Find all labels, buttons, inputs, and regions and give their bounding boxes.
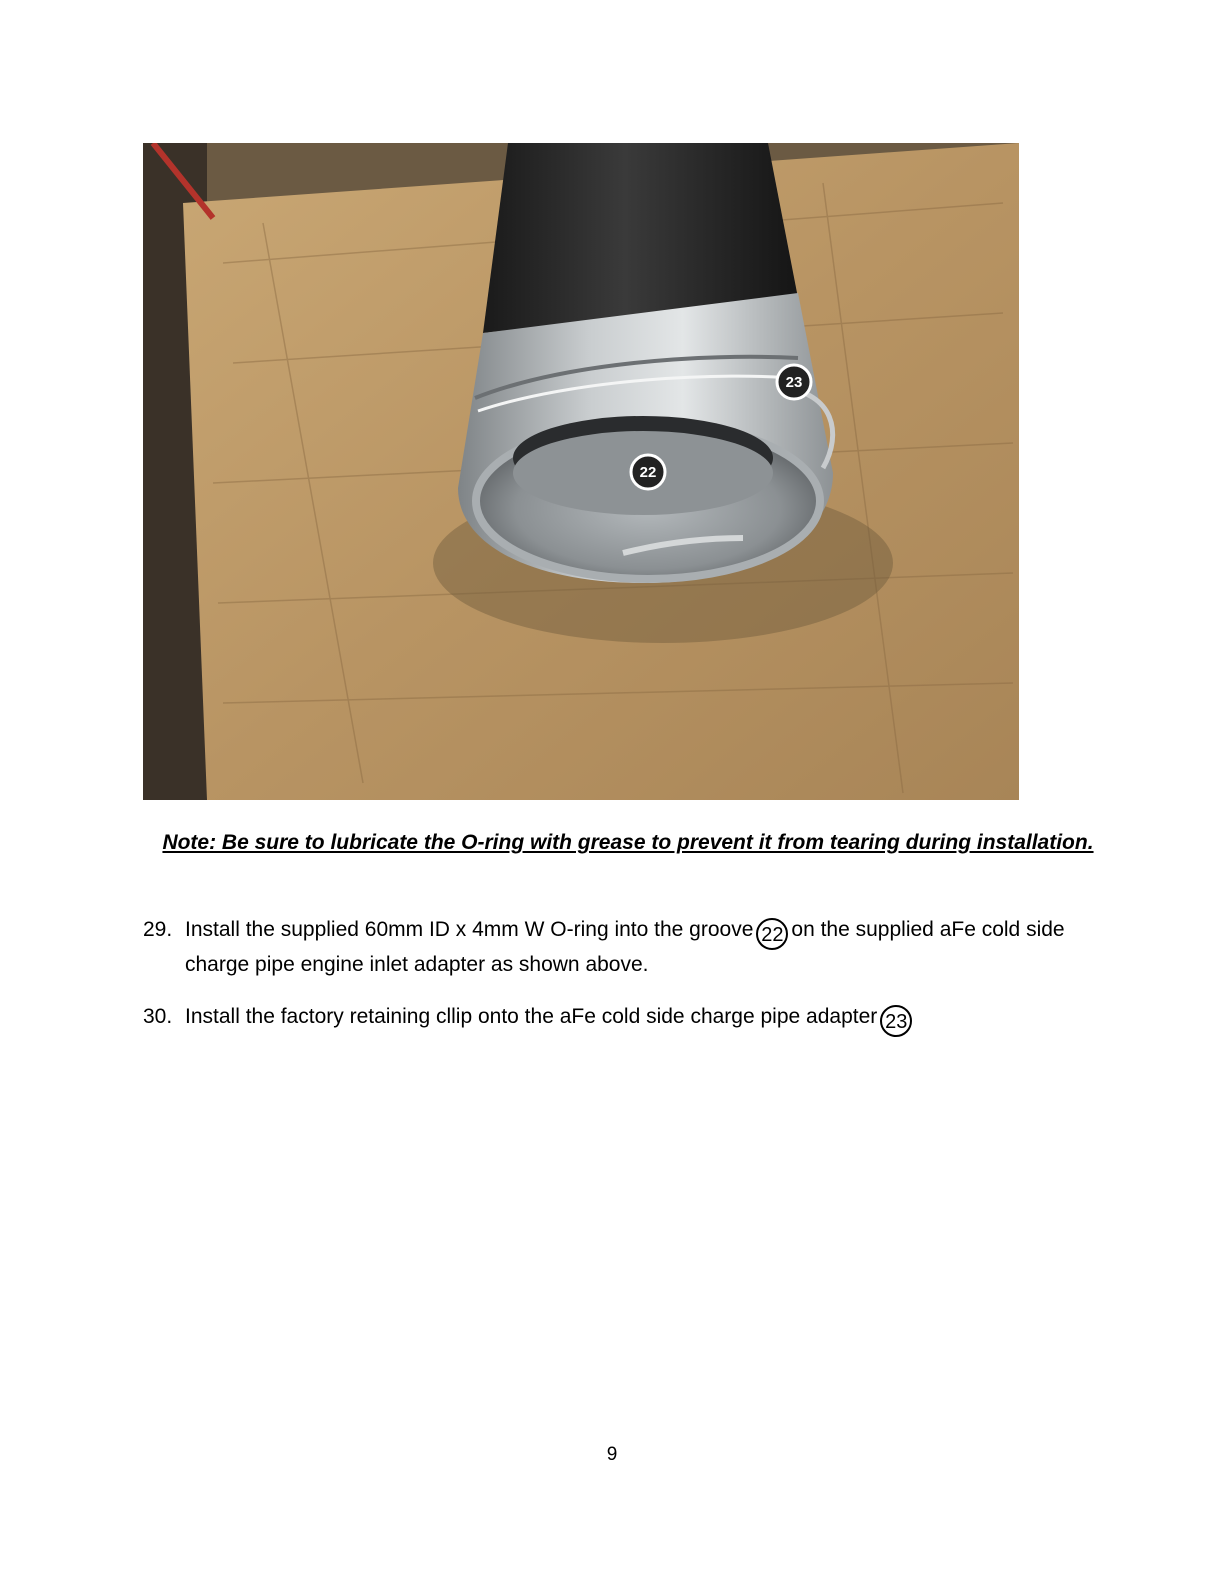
svg-text:22: 22: [639, 464, 657, 481]
step-text-before: Install the factory retaining cllip onto the aFe cold side charge pipe adapter: [185, 1005, 878, 1028]
step-text-before: Install the supplied 60mm ID x 4mm W O-ring into the groove: [185, 918, 754, 941]
step-30: [143, 1002, 1103, 1037]
callout-23-badge: 23: [880, 1005, 912, 1037]
step-number: 29.: [143, 918, 173, 941]
page-number: 9: [606, 1444, 618, 1465]
photo-callout-22: [631, 455, 665, 489]
lubrication-note: Note: Be sure to lubricate the O-ring with grease to prevent it from tearing during installation.: [162, 831, 1094, 854]
step-number: 30.: [143, 1005, 173, 1028]
svg-text:23: 23: [785, 374, 803, 391]
step-text: [185, 915, 1103, 979]
step-29: [143, 915, 1103, 979]
step-text-after: on the supplied aFe cold side charge pipe engine inlet adapter as shown above.: [185, 918, 1065, 976]
product-photo: [143, 143, 1019, 800]
photo-callout-23: [777, 365, 811, 399]
step-text: [185, 1002, 1103, 1037]
callout-22-badge: 22: [756, 918, 788, 950]
